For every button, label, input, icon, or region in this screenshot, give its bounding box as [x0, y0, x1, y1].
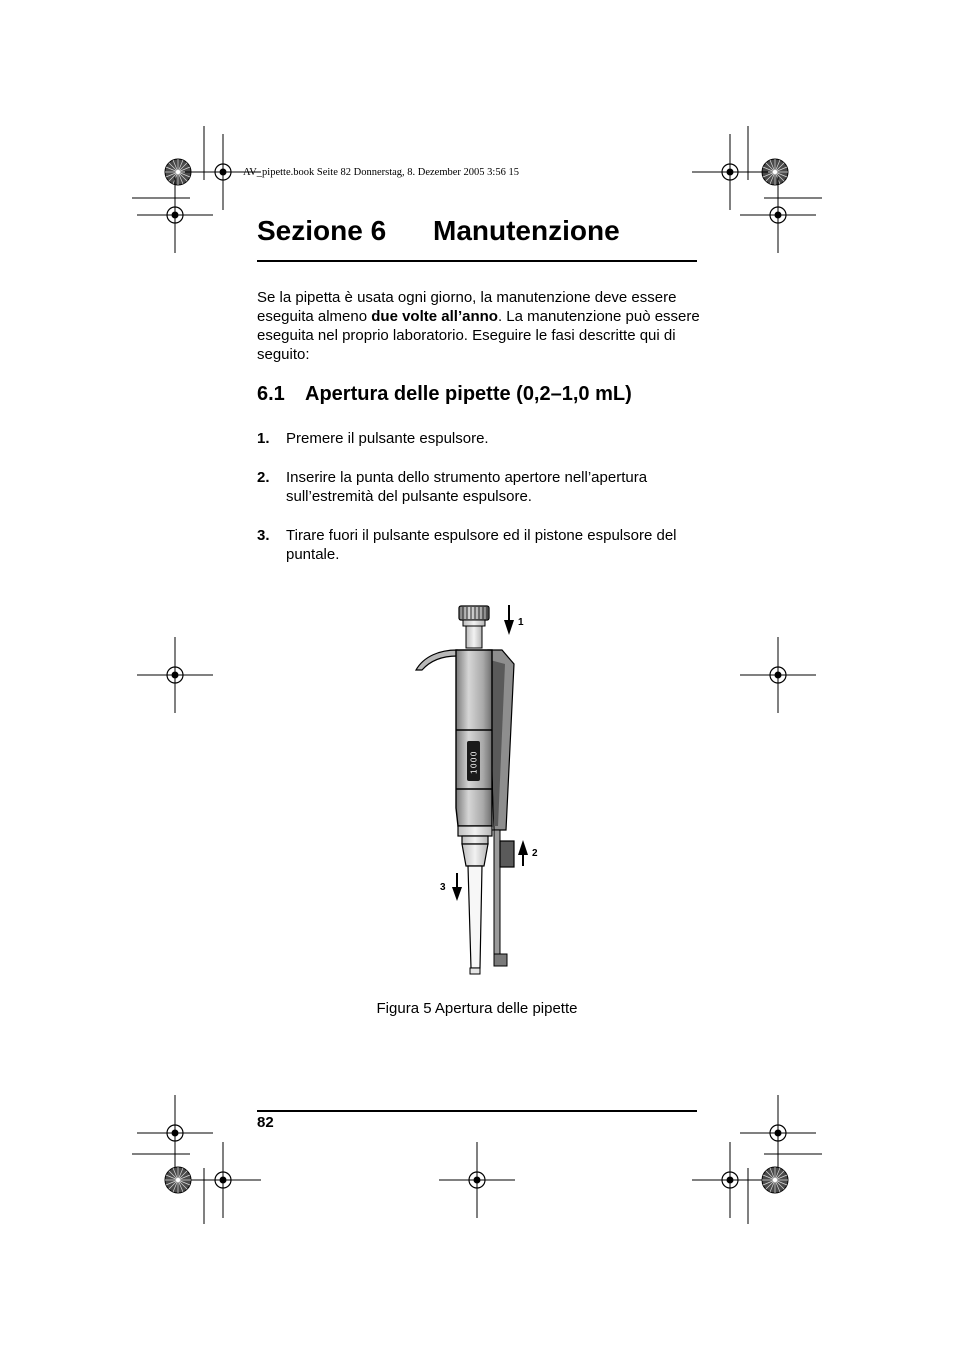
step-number: 2. — [257, 469, 270, 486]
intro-text: Se la pipetta è usata ogni giorno, la manutenzione deve essere eseguita almeno — [257, 289, 677, 325]
arrow-down-icon — [452, 873, 462, 901]
subsection-name: Apertura delle pipette (0,2–1,0 mL) — [305, 383, 632, 405]
color-target-icon — [762, 1167, 788, 1193]
volume-display-value: 1000 — [469, 750, 479, 774]
step-number: 1. — [257, 430, 270, 447]
ejector-button — [500, 841, 514, 867]
section-name: Manutenzione — [433, 215, 620, 246]
step-text: Inserire la punta dello strumento apertore nell’apertura sull’estremità del pulsante espulsore. — [286, 469, 648, 505]
pipette-body — [456, 650, 492, 826]
intro-emphasis: due volte all’anno — [371, 308, 498, 325]
section-title — [257, 215, 697, 247]
plunger-knob — [459, 606, 489, 648]
step-text: Tirare fuori il pulsante espulsore ed il pistone espulsore del puntale. — [286, 527, 677, 563]
callout-label: 3 — [440, 882, 446, 893]
ejector-arm — [494, 830, 500, 966]
arrow-up-icon — [518, 840, 528, 866]
registration-mark-icon — [137, 177, 213, 253]
intro-text: . La manutenzione può essere eseguita nel proprio laboratorio. Eseguire le fasi descritte qui di seguito: — [257, 308, 700, 363]
figure-caption: Figura 5 Apertura delle pipette — [376, 1000, 578, 1017]
registration-mark-icon — [185, 1142, 261, 1218]
registration-mark-icon — [740, 177, 816, 253]
registration-mark-icon — [740, 1095, 816, 1171]
footer-rule — [257, 1110, 697, 1112]
registration-mark-icon — [692, 1142, 768, 1218]
finger-hook — [416, 650, 457, 670]
color-target-icon — [165, 1167, 191, 1193]
section-number: Sezione 6 — [257, 215, 387, 246]
registration-mark-icon — [439, 1142, 515, 1218]
subsection-title — [257, 383, 632, 406]
list-item — [257, 429, 702, 448]
registration-mark-icon — [740, 637, 816, 713]
print-slug: AV_pipette.book Seite 82 Donnerstag, 8. Dezember 2005 3:56 15 — [243, 167, 519, 178]
registration-mark-icon — [692, 134, 768, 210]
subsection-number: 6.1 — [257, 383, 285, 405]
title-rule — [257, 260, 697, 262]
registration-mark-icon — [137, 637, 213, 713]
arrow-down-icon — [504, 605, 514, 635]
tip-cone — [468, 866, 482, 968]
intro-paragraph — [257, 288, 702, 364]
list-item — [257, 526, 702, 564]
step-list — [257, 429, 702, 564]
callout-label: 2 — [532, 848, 538, 859]
callout-label: 1 — [518, 617, 524, 628]
page-number: 82 — [257, 1114, 274, 1131]
step-text: Premere il pulsante espulsore. — [286, 430, 489, 447]
pipette-illustration — [410, 598, 560, 993]
list-item — [257, 468, 702, 506]
registration-mark-icon — [137, 1095, 213, 1171]
step-number: 3. — [257, 527, 270, 544]
